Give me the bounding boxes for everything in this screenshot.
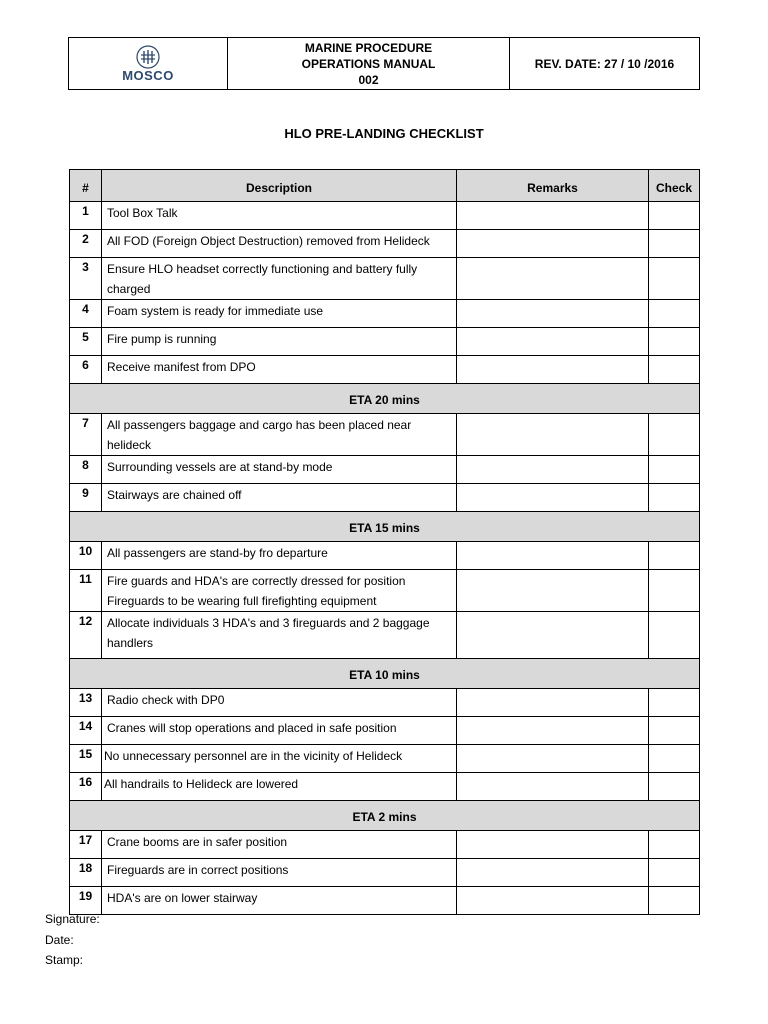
revision-date: REV. DATE: 27 / 10 /2016 — [534, 56, 675, 71]
table-row — [70, 689, 700, 717]
row-description: All handrails to Helideck are lowered — [102, 773, 457, 801]
table-row — [70, 300, 700, 328]
remarks-cell[interactable] — [457, 484, 649, 512]
column-header-number: # — [70, 170, 102, 202]
row-description: Allocate individuals 3 HDA's and 3 fireguards and 2 baggage handlers — [102, 612, 457, 659]
table-row — [70, 773, 700, 801]
row-description: Radio check with DP0 — [102, 689, 457, 717]
section-header-eta-2 — [70, 801, 700, 831]
check-cell[interactable] — [649, 542, 700, 570]
table-row — [70, 887, 700, 915]
manual-title-line-1: MARINE PROCEDURE — [304, 40, 433, 55]
check-cell[interactable] — [649, 484, 700, 512]
remarks-cell[interactable] — [457, 717, 649, 745]
remarks-cell[interactable] — [457, 414, 649, 456]
check-cell[interactable] — [649, 258, 700, 300]
document-header — [68, 37, 700, 90]
row-description: Stairways are chained off — [102, 484, 457, 512]
table-row — [70, 456, 700, 484]
row-number: 3 — [70, 258, 102, 300]
section-heading: ETA 10 mins — [70, 659, 700, 689]
remarks-cell[interactable] — [457, 300, 649, 328]
row-description: Fire guards and HDA's are correctly dressed for position Fireguards to be wearing full firefighting equipment — [102, 570, 457, 612]
check-cell[interactable] — [649, 328, 700, 356]
check-cell[interactable] — [649, 887, 700, 915]
table-row — [70, 414, 700, 456]
row-description: Fire pump is running — [102, 328, 457, 356]
check-cell[interactable] — [649, 689, 700, 717]
checklist-table — [69, 169, 700, 915]
check-cell[interactable] — [649, 570, 700, 612]
logo-text: MOSCO — [122, 68, 174, 83]
remarks-cell[interactable] — [457, 887, 649, 915]
row-number: 5 — [70, 328, 102, 356]
remarks-cell[interactable] — [457, 356, 649, 384]
row-number: 4 — [70, 300, 102, 328]
row-number: 12 — [70, 612, 102, 659]
row-description: All passengers are stand-by fro departure — [102, 542, 457, 570]
section-heading: ETA 15 mins — [70, 512, 700, 542]
row-number: 17 — [70, 831, 102, 859]
section-heading: ETA 20 mins — [70, 384, 700, 414]
mosco-logo-icon — [126, 44, 170, 70]
remarks-cell[interactable] — [457, 859, 649, 887]
page-title: HLO PRE-LANDING CHECKLIST — [284, 126, 484, 141]
row-description: Receive manifest from DPO — [102, 356, 457, 384]
row-number: 1 — [70, 202, 102, 230]
row-description: All passengers baggage and cargo has been placed near helideck — [102, 414, 457, 456]
row-number: 18 — [70, 859, 102, 887]
row-number: 13 — [70, 689, 102, 717]
row-description: No unnecessary personnel are in the vicinity of Helideck — [102, 745, 457, 773]
manual-title — [228, 38, 510, 89]
check-cell[interactable] — [649, 230, 700, 258]
row-description: Tool Box Talk — [102, 202, 457, 230]
check-cell[interactable] — [649, 612, 700, 659]
row-number: 8 — [70, 456, 102, 484]
check-cell[interactable] — [649, 745, 700, 773]
row-number: 15 — [70, 745, 102, 773]
remarks-cell[interactable] — [457, 456, 649, 484]
row-number: 11 — [70, 570, 102, 612]
section-header-eta-10 — [70, 659, 700, 689]
table-row — [70, 328, 700, 356]
remarks-cell[interactable] — [457, 230, 649, 258]
remarks-cell[interactable] — [457, 831, 649, 859]
row-description: Fireguards are in correct positions — [102, 859, 457, 887]
table-row — [70, 612, 700, 659]
row-number: 2 — [70, 230, 102, 258]
check-cell[interactable] — [649, 356, 700, 384]
section-header-eta-15 — [70, 512, 700, 542]
table-row — [70, 258, 700, 300]
column-header-description: Description — [102, 170, 457, 202]
remarks-cell[interactable] — [457, 612, 649, 659]
row-description: Ensure HLO headset correctly functioning and battery fully charged — [102, 258, 457, 300]
table-row — [70, 717, 700, 745]
table-row — [70, 230, 700, 258]
row-description: Surrounding vessels are at stand-by mode — [102, 456, 457, 484]
row-number: 10 — [70, 542, 102, 570]
stamp-label: Stamp: — [45, 953, 84, 967]
logo-cell — [69, 38, 228, 89]
remarks-cell[interactable] — [457, 542, 649, 570]
remarks-cell[interactable] — [457, 202, 649, 230]
section-heading: ETA 2 mins — [70, 801, 700, 831]
row-number: 16 — [70, 773, 102, 801]
check-cell[interactable] — [649, 202, 700, 230]
column-header-remarks: Remarks — [457, 170, 649, 202]
row-description: Foam system is ready for immediate use — [102, 300, 457, 328]
row-description: Cranes will stop operations and placed in safe position — [102, 717, 457, 745]
table-header-row — [70, 170, 700, 202]
remarks-cell[interactable] — [457, 570, 649, 612]
check-cell[interactable] — [649, 456, 700, 484]
row-description: All FOD (Foreign Object Destruction) removed from Helideck — [102, 230, 457, 258]
table-row — [70, 484, 700, 512]
check-cell[interactable] — [649, 831, 700, 859]
table-row — [70, 831, 700, 859]
table-row — [70, 542, 700, 570]
row-description: Crane booms are in safer position — [102, 831, 457, 859]
table-row — [70, 202, 700, 230]
check-cell[interactable] — [649, 773, 700, 801]
row-number: 6 — [70, 356, 102, 384]
row-number: 9 — [70, 484, 102, 512]
remarks-cell[interactable] — [457, 258, 649, 300]
remarks-cell[interactable] — [457, 328, 649, 356]
signature-label: Signature: — [45, 912, 100, 926]
check-cell[interactable] — [649, 414, 700, 456]
column-header-check: Check — [649, 170, 700, 202]
remarks-cell[interactable] — [457, 689, 649, 717]
remarks-cell[interactable] — [457, 745, 649, 773]
manual-title-line-2: OPERATIONS MANUAL — [301, 56, 436, 71]
row-number: 19 — [70, 887, 102, 915]
check-cell[interactable] — [649, 300, 700, 328]
remarks-cell[interactable] — [457, 773, 649, 801]
table-row — [70, 356, 700, 384]
check-cell[interactable] — [649, 717, 700, 745]
table-row — [70, 745, 700, 773]
row-number: 7 — [70, 414, 102, 456]
row-description: HDA's are on lower stairway — [102, 887, 457, 915]
section-header-eta-20 — [70, 384, 700, 414]
date-label: Date: — [45, 933, 74, 947]
manual-title-line-3: 002 — [358, 72, 379, 87]
table-row — [70, 859, 700, 887]
table-row — [70, 570, 700, 612]
row-number: 14 — [70, 717, 102, 745]
check-cell[interactable] — [649, 859, 700, 887]
